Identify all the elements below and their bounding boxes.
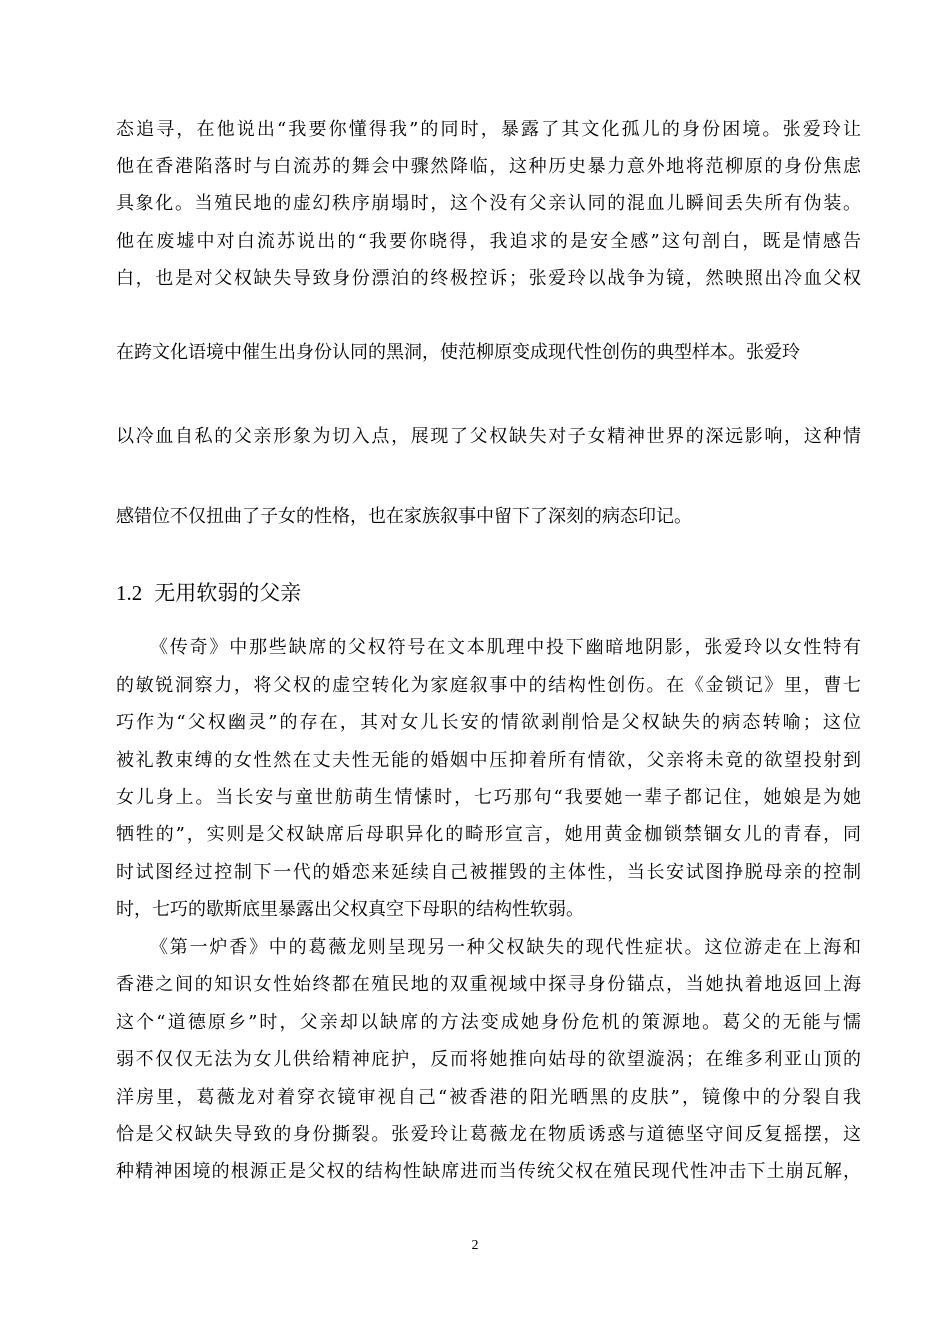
body-text-line: 他在香港陷落时与白流苏的舞会中骤然降临，这种历史暴力意外地将范柳原的身份焦虑 xyxy=(116,156,861,177)
paragraph-line: 时试图经过控制下一代的婚恋来延续自己被摧毁的主体性，当长安试图挣脱母亲的控制 xyxy=(116,862,861,883)
paragraph-line: 巧作为“父权幽灵”的存在，其对女儿长安的情欲剥削恰是父权缺失的病态转喻；这位 xyxy=(116,712,861,733)
paragraph-line: 被礼教束缚的女性然在丈夫性无能的婚姻中压抑着所有情欲，父亲将未竟的欲望投射到 xyxy=(116,750,861,771)
paragraph-line: 《第一炉香》中的葛薇龙则呈现另一种父权缺失的现代性症状。这位游走在上海和 xyxy=(150,937,861,958)
body-text-line: 他在废墟中对白流苏说出的“我要你晓得，我追求的是安全感”这句剖白，既是情感告 xyxy=(116,231,861,252)
paragraph-line: 女儿身上。当长安与童世舫萌生情愫时，七巧那句“我要她一辈子都记住，她娘是为她 xyxy=(116,787,861,808)
body-text-line: 具象化。当殖民地的虚幻秩序崩塌时，这个没有父亲认同的混血儿瞬间丢失所有伪装。 xyxy=(116,193,861,214)
paragraph-line: 洋房里，葛薇龙对着穿衣镜审视自己“被香港的阳光晒黑的皮肤”，镜像中的分裂自我 xyxy=(116,1087,861,1108)
summary-text-line: 感错位不仅扭曲了子女的性格，也在家族叙事中留下了深刻的病态印记。 xyxy=(116,506,692,527)
paragraph-line: 恰是父权缺失导致的身份撕裂。张爱玲让葛薇龙在物质诱惑与道德坚守间反复摇摆，这 xyxy=(116,1124,861,1145)
body-text-line xyxy=(116,342,861,364)
page-number: 2 xyxy=(471,1238,479,1253)
paragraph-line: 《传奇》中那些缺席的父权符号在文本肌理中投下幽暗地阴影，张爱玲以女性特有 xyxy=(150,637,861,658)
paragraph-line: 这个“道德原乡”时，父亲却以缺席的方法变成她身份危机的策源地。葛父的无能与懦 xyxy=(116,1012,861,1033)
section-number: 1.2 xyxy=(116,581,143,605)
paragraph-line: 弱不仅仅无法为女儿供给精神庇护，反而将她推向姑母的欲望漩涡；在维多利亚山顶的 xyxy=(116,1049,861,1070)
body-text-segment: 在跨文化语境中催生出身份认同的黑洞，使范柳原变成现代性创伤的典型样本。 xyxy=(116,342,746,363)
summary-text-line: 以冷血自私的父亲形象为切入点，展现了父权缺失对子女精神世界的深远影响，这种情 xyxy=(116,426,861,447)
section-heading xyxy=(116,579,301,607)
paragraph-line: 的敏锐洞察力，将父权的虚空转化为家庭叙事中的结构性创伤。在《金锁记》里，曹七 xyxy=(116,675,861,696)
paragraph-line: 种精神困境的根源正是父权的结构性缺席进而当传统父权在殖民现代性冲击下土崩瓦解， xyxy=(116,1161,861,1182)
section-title: 无用软弱的父亲 xyxy=(154,581,302,605)
paragraph-line: 香港之间的知识女性始终都在殖民地的双重视域中探寻身份锚点，当她执着地返回上海 xyxy=(116,974,861,995)
body-text-line: 态追寻，在他说出“我要你懂得我”的同时，暴露了其文化孤儿的身份困境。张爱玲让 xyxy=(116,119,861,140)
body-text-line: 白，也是对父权缺失导致身份漂泊的终极控诉；张爱玲以战争为镜，然映照出冷血父权 xyxy=(116,268,861,289)
paragraph-line: 牺牲的”，实则是父权缺席后母职异化的畸形宣言，她用黄金枷锁禁锢女儿的青春，同 xyxy=(116,824,861,845)
body-text-segment-bold: 张爱玲 xyxy=(746,342,800,363)
paragraph-line: 时，七巧的歇斯底里暴露出父权真空下母职的结构性软弱。 xyxy=(116,899,584,920)
